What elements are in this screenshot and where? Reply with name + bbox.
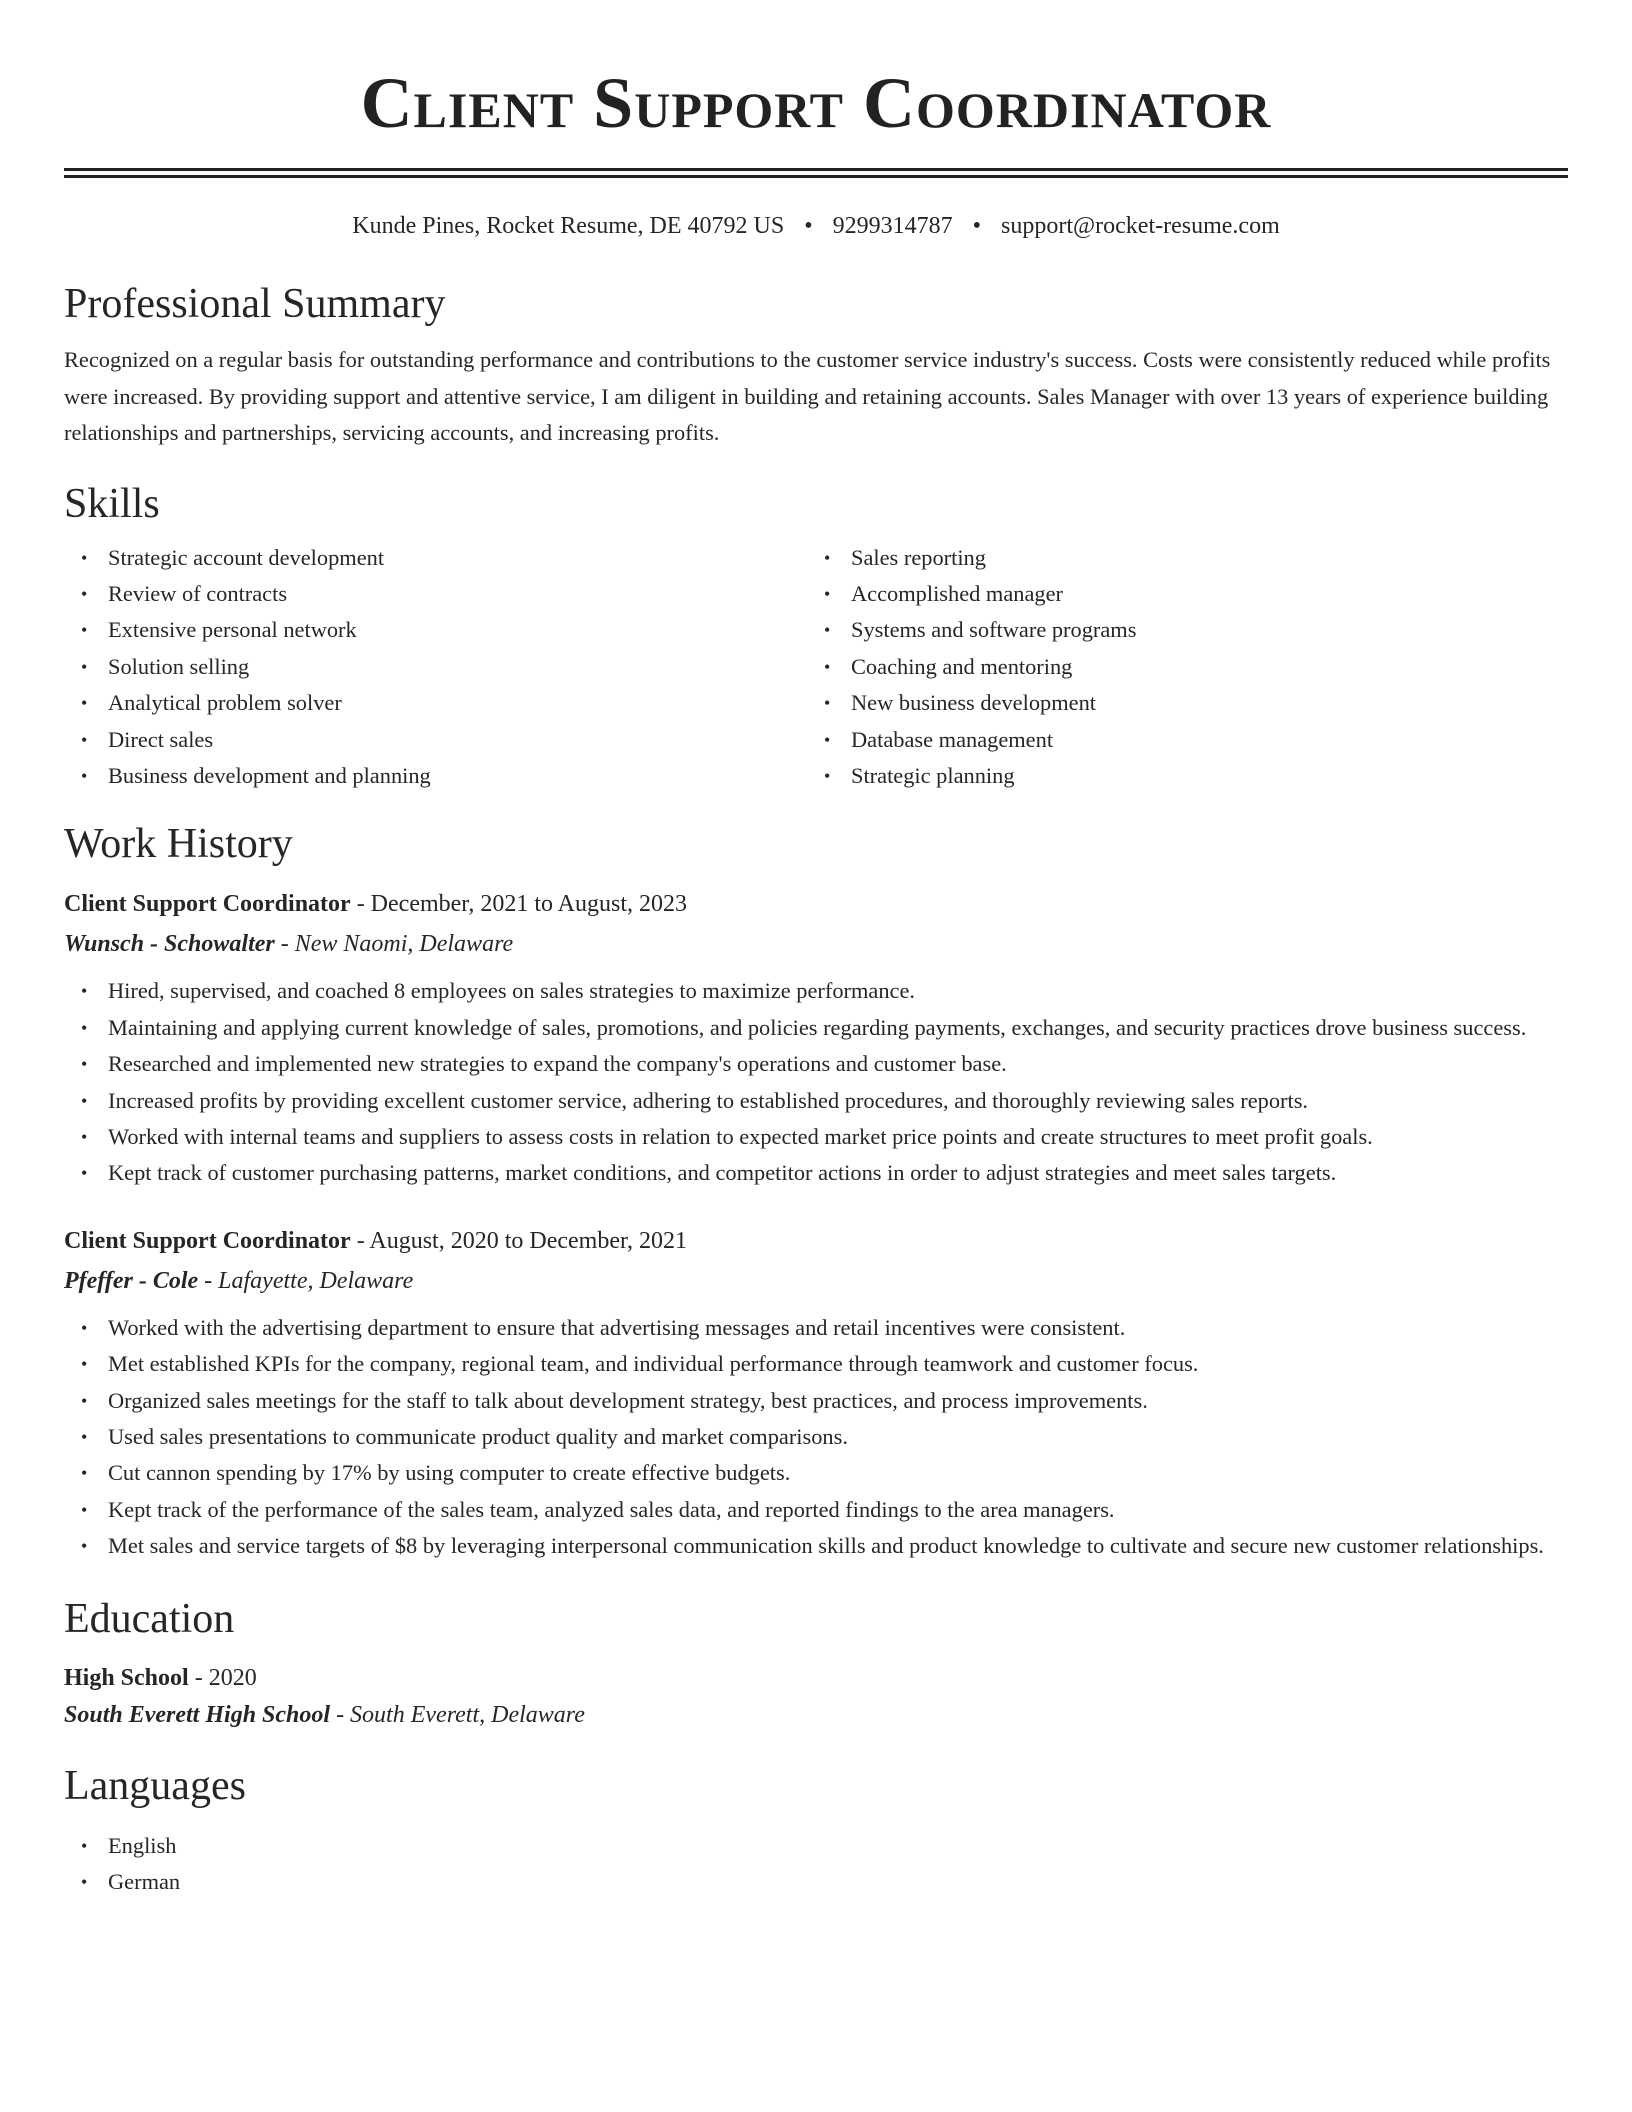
job-bullet: • Organized sales meetings for the staff to talk about development strategy, best practices, and process improvements. bbox=[81, 1387, 1148, 1413]
education-heading: Education bbox=[64, 1595, 235, 1642]
job-company: Wunsch - Schowalter bbox=[64, 931, 275, 958]
skills-heading: Skills bbox=[64, 480, 160, 527]
contact-address: Kunde Pines, Rocket Resume, DE 40792 US bbox=[352, 213, 785, 239]
job-company-line bbox=[64, 929, 1568, 959]
job-bullet: • Researched and implemented new strategies to expand the company's operations and customer base. bbox=[81, 1051, 1007, 1077]
education-degree: High School bbox=[64, 1664, 189, 1691]
job-dates: - December, 2021 to August, 2023 bbox=[350, 891, 688, 918]
contact-line bbox=[64, 211, 1568, 241]
skill-item: • Solution selling bbox=[81, 653, 250, 679]
resume-name: Client Support Coordinator bbox=[360, 63, 1272, 143]
skill-item: • Database management bbox=[824, 726, 1054, 752]
job-entry bbox=[64, 889, 1568, 1191]
job-bullet: • Met established KPIs for the company, regional team, and individual performance through teamwork and customer focus. bbox=[81, 1351, 1199, 1377]
skills-column-left bbox=[64, 540, 807, 795]
skill-item: • Review of contracts bbox=[81, 580, 288, 606]
languages-heading: Languages bbox=[64, 1762, 246, 1809]
summary-text: Recognized on a regular basis for outstanding performance and contributions to the customer service industry's success. Costs were consistently reduced while profits were increased. By providing support and attentive service, I am diligent in building and retaining accounts. Sales Manager with over 13 years of experience building relationships and partnerships, servicing accounts, and increasing profits. bbox=[64, 347, 1551, 445]
job-title-line bbox=[64, 1226, 1568, 1256]
skill-item: • Strategic account development bbox=[81, 544, 385, 570]
job-bullet: • Cut cannon spending by 17% by using computer to create effective budgets. bbox=[81, 1460, 791, 1486]
work-history-section bbox=[64, 818, 1568, 1564]
job-bullet: • Maintaining and applying current knowledge of sales, promotions, and policies regarding payments, exchanges, and security practices drove business success. bbox=[81, 1014, 1527, 1040]
education-school: South Everett High School bbox=[64, 1701, 331, 1728]
job-bullet: • Increased profits by providing excellent customer service, adhering to established procedures, and thoroughly reviewing sales reports. bbox=[81, 1087, 1309, 1113]
job-title: Client Support Coordinator bbox=[64, 891, 351, 918]
summary-section bbox=[64, 278, 1568, 452]
job-location: - New Naomi, Delaware bbox=[274, 931, 514, 958]
language-item: • English bbox=[81, 1832, 177, 1858]
skills-list-left bbox=[64, 540, 807, 795]
education-location: - South Everett, Delaware bbox=[330, 1701, 585, 1728]
job-bullet: • Worked with the advertising department to ensure that advertising messages and retail incentives were consistent. bbox=[81, 1314, 1126, 1340]
education-degree-line bbox=[64, 1663, 1568, 1693]
education-section bbox=[64, 1593, 1568, 1730]
skills-columns bbox=[64, 540, 1568, 795]
job-dates: - August, 2020 to December, 2021 bbox=[350, 1227, 688, 1254]
job-title: Client Support Coordinator bbox=[64, 1227, 351, 1254]
bullet-separator: • bbox=[972, 213, 982, 239]
job-bullet: • Used sales presentations to communicate product quality and market comparisons. bbox=[81, 1424, 848, 1449]
job-title-line bbox=[64, 889, 1568, 919]
job-bullet: • Kept track of the performance of the sales team, analyzed sales data, and reported findings to the area managers. bbox=[81, 1496, 1115, 1522]
job-bullet: • Met sales and service targets of $8 by leveraging interpersonal communication skills and product knowledge to cultivate and secure new customer relationships. bbox=[81, 1533, 1544, 1559]
skills-list-right bbox=[807, 540, 1550, 795]
bullet-separator: • bbox=[804, 213, 813, 239]
skills-column-right bbox=[807, 540, 1550, 795]
language-item: • German bbox=[81, 1869, 181, 1895]
header-double-rule bbox=[64, 168, 1568, 178]
skill-item: • Business development and planning bbox=[81, 762, 431, 788]
job-bullet: • Worked with internal teams and suppliers to assess costs in relation to expected market price points and create structures to meet profit goals. bbox=[81, 1123, 1373, 1149]
skill-item: • Direct sales bbox=[81, 726, 214, 752]
job-company: Pfeffer - Cole bbox=[64, 1267, 199, 1294]
skills-section bbox=[64, 478, 1568, 795]
job-bullets bbox=[64, 1310, 1568, 1565]
job-bullet: • Hired, supervised, and coached 8 employees on sales strategies to maximize performance. bbox=[81, 978, 916, 1004]
summary-heading: Professional Summary bbox=[64, 281, 446, 327]
skill-item: • Sales reporting bbox=[824, 544, 986, 570]
contact-phone: 9299314787 bbox=[832, 213, 953, 239]
contact-email: support@rocket-resume.com bbox=[1001, 213, 1280, 239]
skill-item: • Systems and software programs bbox=[824, 617, 1137, 643]
work-history-heading: Work History bbox=[64, 821, 293, 868]
skill-item: • Extensive personal network bbox=[81, 617, 357, 643]
education-year: - 2020 bbox=[188, 1664, 257, 1691]
skill-item: • New business development bbox=[824, 690, 1097, 716]
skill-item: • Strategic planning bbox=[824, 762, 1015, 788]
job-bullet: • Kept track of customer purchasing patterns, market conditions, and competitor actions in order to adjust strategies and meet sales targets. bbox=[81, 1160, 1337, 1186]
job-company-line bbox=[64, 1266, 1568, 1296]
job-bullets bbox=[64, 973, 1568, 1191]
education-school-line bbox=[64, 1700, 1568, 1730]
job-entry bbox=[64, 1226, 1568, 1565]
skill-item: • Analytical problem solver bbox=[81, 690, 342, 716]
job-location: - Lafayette, Delaware bbox=[198, 1267, 414, 1294]
skill-item: • Coaching and mentoring bbox=[824, 653, 1073, 679]
skill-item: • Accomplished manager bbox=[824, 580, 1064, 606]
languages-list bbox=[64, 1828, 1568, 1901]
languages-section bbox=[64, 1760, 1568, 1901]
